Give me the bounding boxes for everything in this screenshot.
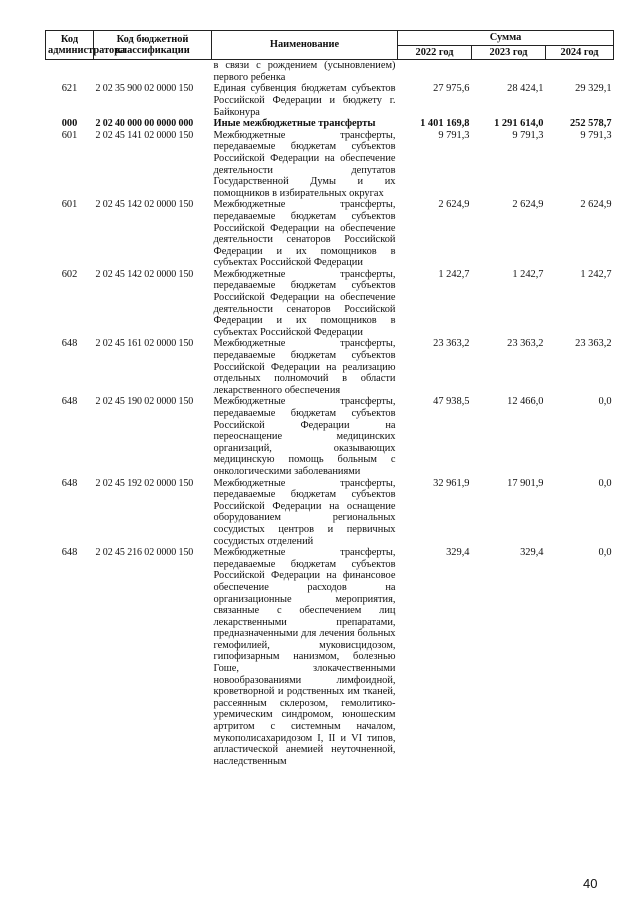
sum-2024-cell: 0,0 xyxy=(598,477,612,489)
table-body xyxy=(46,60,614,768)
sum-2024-cell: 2 624,9 xyxy=(580,199,612,211)
header-year-2024: 2024 год xyxy=(546,45,614,60)
sum-2022-cell: 1 242,7 xyxy=(438,268,470,280)
name-cell: Единая субвенция бюджетам субъектов Российской Федерации и бюджету г. Байконура xyxy=(213,83,396,118)
sum-2024-cell xyxy=(546,60,614,84)
budget-code-cell: 2 02 45 142 02 0000 150 xyxy=(95,268,194,280)
table-row xyxy=(46,83,614,118)
sum-2024-cell: 23 363,2 xyxy=(575,338,612,350)
admin-code-cell: 648 xyxy=(61,547,78,559)
table-header xyxy=(46,31,614,60)
sum-2022-cell: 32 961,9 xyxy=(433,477,470,489)
admin-code-cell: 602 xyxy=(61,268,78,280)
name-cell: Межбюджетные трансферты, передаваемые бюджетам субъектов Российской Федерации на обеспечение деятельности депутатов Государственной Думы и их помощников в избирательных округах xyxy=(213,129,396,199)
sum-2024-cell: 252 578,7 xyxy=(569,118,612,130)
sum-2024-cell: 29 329,1 xyxy=(575,83,612,95)
budget-code-cell: 2 02 45 141 02 0000 150 xyxy=(95,129,194,141)
header-year-2022: 2022 год xyxy=(398,45,472,60)
sum-2024-cell: 9 791,3 xyxy=(580,129,612,141)
sum-2023-cell: 12 466,0 xyxy=(507,396,544,408)
name-cell: Межбюджетные трансферты, передаваемые бюджетам субъектов Российской Федерации на финансовое обеспечение расходов на организационные мероприятия, связанные с обеспечением лиц лекарственными препаратами, предназначенными для лечения больных гемофилией, муковисцидозом, гипофизарным нанизмом, болезнью Гоше, злокачественными новообразованиями лимфоидной, кроветворной и родственных им тканей, рассеянным склерозом, гемолитико-уремическим синдромом, юношеским артритом с системным началом, мукополисахаридозом I, II и VI типов, апластической анемией неуточненной, наследственным xyxy=(213,547,396,767)
admin-code-cell: 000 xyxy=(61,118,78,130)
budget-table xyxy=(45,30,614,767)
budget-code-cell: 2 02 45 192 02 0000 150 xyxy=(95,477,194,489)
sum-2022-cell: 329,4 xyxy=(446,547,470,559)
admin-code-cell xyxy=(46,60,94,84)
budget-code-cell xyxy=(94,60,212,84)
name-cell: в связи с рождением (усыновлением) первого ребенка xyxy=(213,60,396,83)
table-row xyxy=(46,60,614,84)
sum-2023-cell: 9 791,3 xyxy=(512,129,544,141)
table-row xyxy=(46,199,614,269)
page-number: 40 xyxy=(583,876,598,891)
name-cell: Межбюджетные трансферты, передаваемые бюджетам субъектов Российской Федерации на реализацию отдельных полномочий в области лекарственного обеспечения xyxy=(213,338,396,396)
sum-2023-cell: 17 901,9 xyxy=(507,477,544,489)
sum-2023-cell: 1 291 614,0 xyxy=(494,118,544,130)
table-row xyxy=(46,478,614,548)
name-cell: Межбюджетные трансферты, передаваемые бюджетам субъектов Российской Федерации на переоснащение медицинских организаций, оказывающих медицинскую помощь больным с онкологическими заболеваниями xyxy=(213,396,396,477)
header-admin-code: Код администратора xyxy=(46,31,94,60)
table-row xyxy=(46,130,614,200)
sum-2023-cell: 28 424,1 xyxy=(507,83,544,95)
header-budget-code: Код бюджетной классификации xyxy=(94,31,212,60)
budget-code-cell: 2 02 45 142 02 0000 150 xyxy=(95,199,194,211)
header-sum: Сумма xyxy=(398,31,614,46)
admin-code-cell: 648 xyxy=(61,477,78,489)
header-year-2023: 2023 год xyxy=(472,45,546,60)
header-name: Наименование xyxy=(212,31,398,60)
admin-code-cell: 648 xyxy=(61,338,78,350)
table-row xyxy=(46,396,614,477)
sum-2024-cell: 1 242,7 xyxy=(580,268,612,280)
sum-2023-cell: 329,4 xyxy=(520,547,544,559)
sum-2022-cell xyxy=(398,60,472,84)
budget-code-cell: 2 02 35 900 02 0000 150 xyxy=(95,83,194,95)
sum-2023-cell: 23 363,2 xyxy=(507,338,544,350)
name-cell: Межбюджетные трансферты, передаваемые бюджетам субъектов Российской Федерации на оснащение оборудованием региональных сосудистых центров и первичных сосудистых отделений xyxy=(213,477,396,547)
sum-2024-cell: 0,0 xyxy=(598,396,612,408)
sum-2023-cell: 2 624,9 xyxy=(512,199,544,211)
budget-code-cell: 2 02 40 000 00 0000 000 xyxy=(95,118,194,130)
table-row xyxy=(46,118,614,130)
sum-2022-cell: 9 791,3 xyxy=(438,129,470,141)
table-row xyxy=(46,338,614,396)
budget-code-cell: 2 02 45 190 02 0000 150 xyxy=(95,396,194,408)
admin-code-cell: 601 xyxy=(61,129,78,141)
admin-code-cell: 648 xyxy=(61,396,78,408)
name-cell: Межбюджетные трансферты, передаваемые бюджетам субъектов Российской Федерации на обеспечение деятельности сенаторов Российской Федерации и их помощников в субъектах Российской Федерации xyxy=(213,268,396,338)
name-cell: Межбюджетные трансферты, передаваемые бюджетам субъектов Российской Федерации на обеспечение деятельности сенаторов Российской Федерации и их помощников в субъектах Российской Федерации xyxy=(213,199,396,269)
sum-2022-cell: 2 624,9 xyxy=(438,199,470,211)
table-row xyxy=(46,269,614,339)
name-cell: Иные межбюджетные трансферты xyxy=(213,118,376,130)
admin-code-cell: 601 xyxy=(61,199,78,211)
sum-2023-cell: 1 242,7 xyxy=(512,268,544,280)
sum-2024-cell: 0,0 xyxy=(598,547,612,559)
sum-2022-cell: 1 401 169,8 xyxy=(420,118,470,130)
budget-code-cell: 2 02 45 216 02 0000 150 xyxy=(95,547,194,559)
sum-2022-cell: 23 363,2 xyxy=(433,338,470,350)
table-row xyxy=(46,547,614,767)
sum-2023-cell xyxy=(472,60,546,84)
sum-2022-cell: 27 975,6 xyxy=(433,83,470,95)
budget-code-cell: 2 02 45 161 02 0000 150 xyxy=(95,338,194,350)
sum-2022-cell: 47 938,5 xyxy=(433,396,470,408)
admin-code-cell: 621 xyxy=(61,83,78,95)
